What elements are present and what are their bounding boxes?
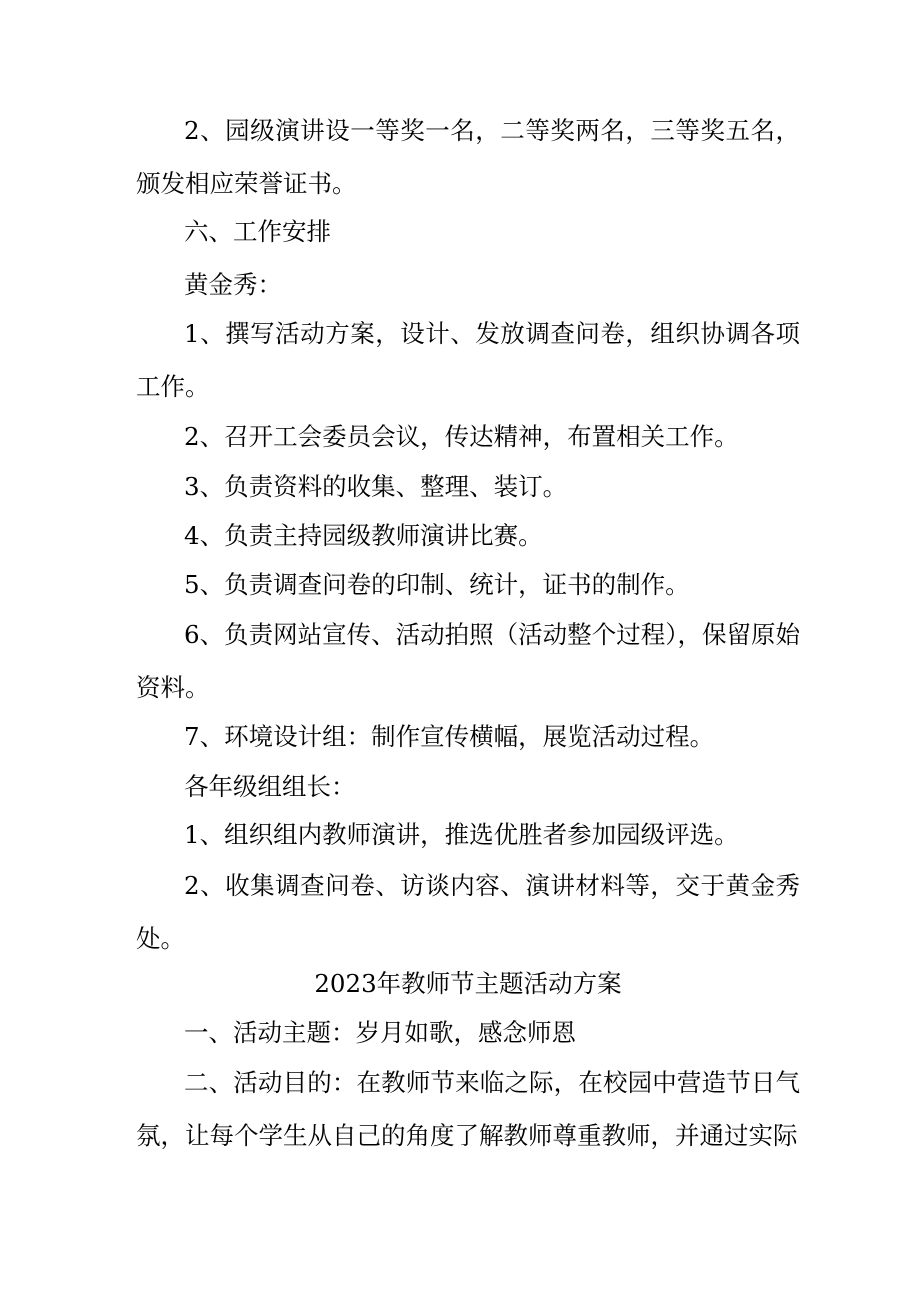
paragraph-group-leaders: 各年级组组长： [184, 772, 356, 801]
paragraph-task-3: 3、负责资料的收集、整理、装订。 [184, 472, 568, 501]
paragraph-award: 2、园级演讲设一等奖一名，二等奖两名，三等奖五名，颁发相应荣誉证书。 [136, 116, 800, 198]
paragraph-activity-theme: 一、活动主题：岁月如歌，感念师恩 [184, 1018, 576, 1047]
paragraph-task-4: 4、负责主持园级教师演讲比赛。 [184, 521, 543, 550]
paragraph-leader-task-2: 2、收集调查问卷、访谈内容、演讲材料等，交于黄金秀处。 [136, 871, 800, 953]
paragraph-activity-purpose: 二、活动目的：在教师节来临之际，在校园中营造节日气氛，让每个学生从自己的角度了解教师尊重教师，并通过实际 [136, 1068, 800, 1150]
paragraph-task-6: 6、负责网站宣传、活动拍照（活动整个过程），保留原始资料。 [136, 620, 800, 702]
section-heading-work-arrangement: 六、工作安排 [184, 217, 331, 246]
paragraph-task-2: 2、召开工会委员会议，传达精神，布置相关工作。 [184, 422, 739, 451]
paragraph-leader-task-1: 1、组织组内教师演讲，推选优胜者参加园级评选。 [184, 820, 739, 849]
document-title: 2023年教师节主题活动方案 [314, 969, 622, 998]
paragraph-task-7: 7、环境设计组：制作宣传横幅，展览活动过程。 [184, 722, 715, 751]
paragraph-task-1: 1、撰写活动方案，设计、发放调查问卷，组织协调各项工作。 [136, 319, 800, 401]
paragraph-person-name: 黄金秀： [184, 270, 282, 299]
paragraph-task-5: 5、负责调查问卷的印制、统计，证书的制作。 [184, 570, 690, 599]
